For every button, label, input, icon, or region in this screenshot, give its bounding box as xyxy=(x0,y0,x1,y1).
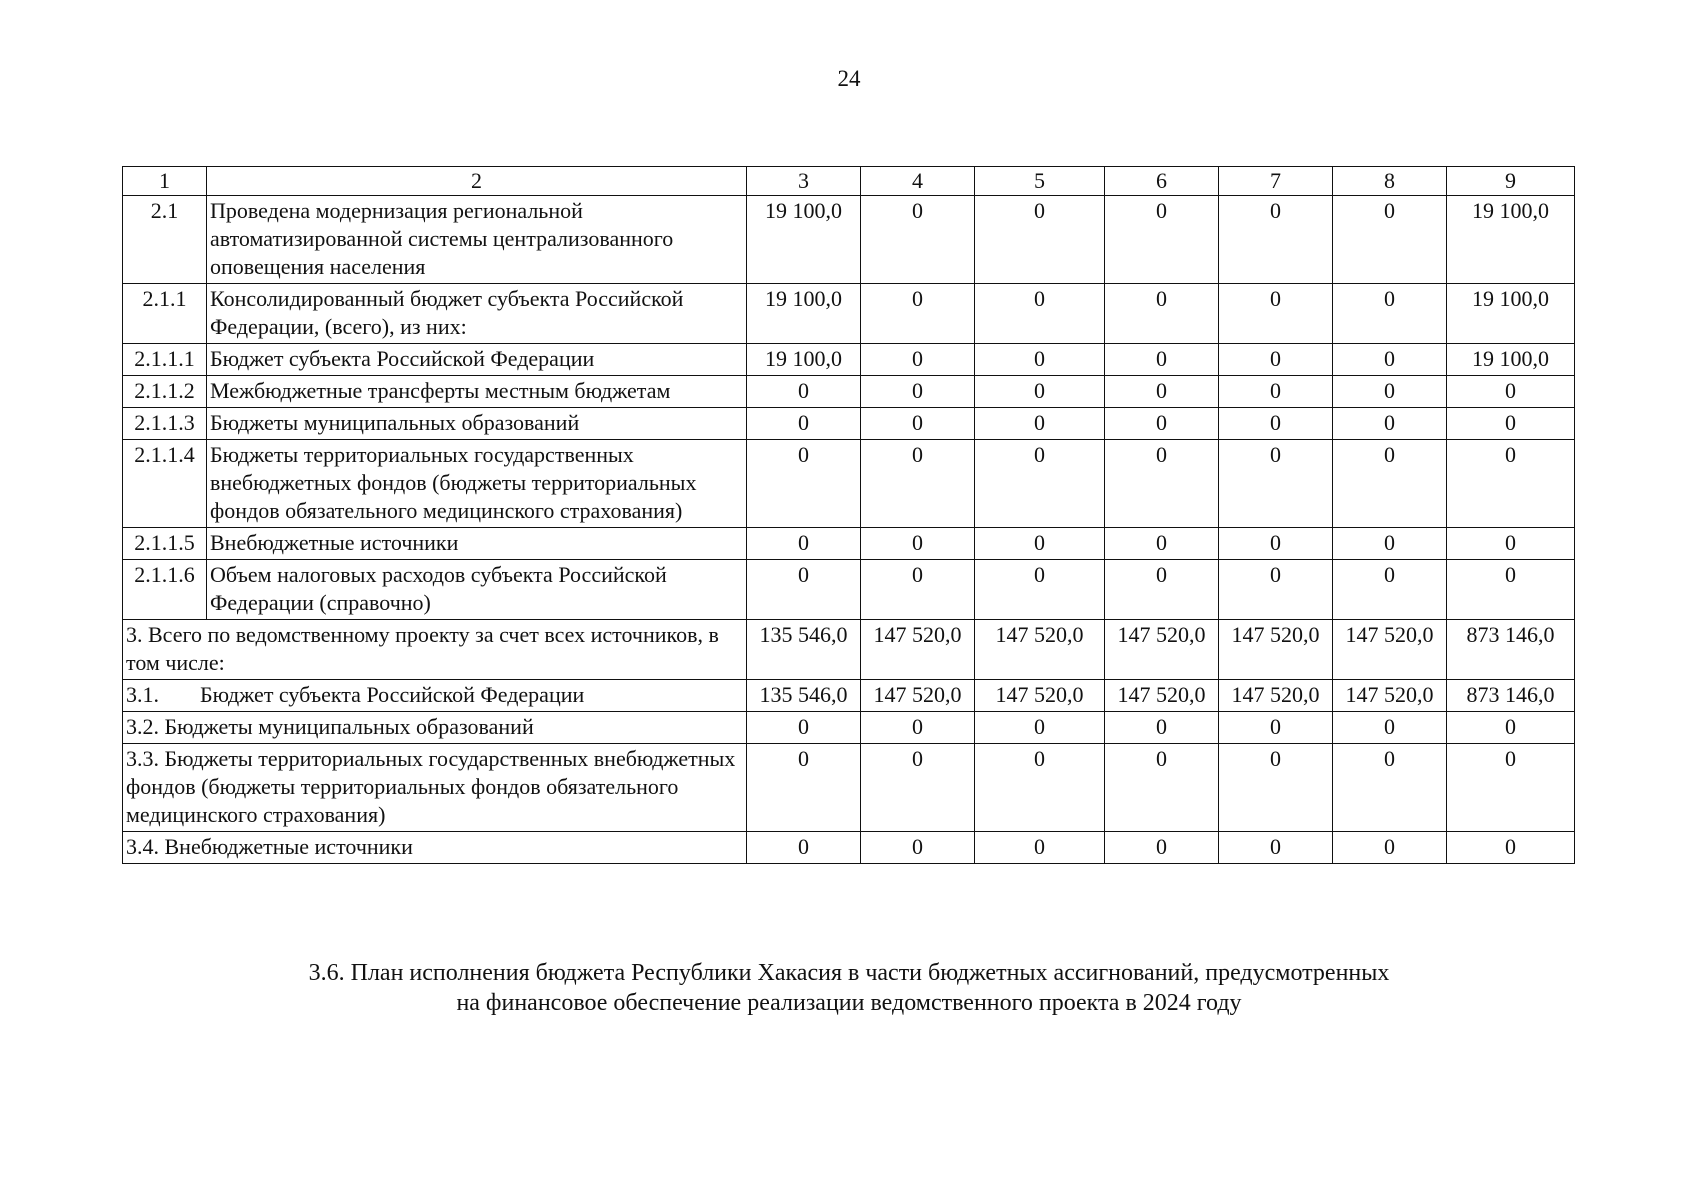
value-cell: 0 xyxy=(747,408,861,440)
value-cell: 147 520,0 xyxy=(861,680,975,712)
header-cell: 9 xyxy=(1447,167,1575,196)
header-cell: 2 xyxy=(207,167,747,196)
summary-row xyxy=(123,832,1575,864)
summary-label-text: 3.3. Бюджеты территориальных государственных внебюджетных фондов (бюджеты территориальных фондов обязательного медицинского страхования) xyxy=(126,746,736,827)
value-cell: 0 xyxy=(1105,376,1219,408)
row-label: Бюджет субъекта Российской Федерации xyxy=(207,344,747,376)
value-cell: 873 146,0 xyxy=(1447,620,1575,680)
value-cell: 0 xyxy=(1219,196,1333,284)
value-cell: 0 xyxy=(1333,344,1447,376)
row-code: 2.1.1 xyxy=(123,284,207,344)
value-cell: 147 520,0 xyxy=(1219,680,1333,712)
value-cell: 0 xyxy=(1219,832,1333,864)
value-cell: 0 xyxy=(861,528,975,560)
value-cell: 0 xyxy=(975,712,1105,744)
value-cell: 0 xyxy=(1333,832,1447,864)
value-cell: 0 xyxy=(1447,376,1575,408)
value-cell: 0 xyxy=(975,744,1105,832)
value-cell: 147 520,0 xyxy=(1333,620,1447,680)
value-cell: 147 520,0 xyxy=(1105,620,1219,680)
value-cell: 0 xyxy=(1333,440,1447,528)
value-cell: 19 100,0 xyxy=(1447,284,1575,344)
value-cell: 147 520,0 xyxy=(975,680,1105,712)
value-cell: 873 146,0 xyxy=(1447,680,1575,712)
summary-label xyxy=(123,744,747,832)
value-cell: 0 xyxy=(861,376,975,408)
row-label: Объем налоговых расходов субъекта Российской Федерации (справочно) xyxy=(207,560,747,620)
row-code: 2.1.1.1 xyxy=(123,344,207,376)
budget-table xyxy=(122,166,1575,864)
value-cell: 0 xyxy=(1333,408,1447,440)
value-cell: 0 xyxy=(1447,528,1575,560)
value-cell: 0 xyxy=(747,560,861,620)
table-row xyxy=(123,284,1575,344)
value-cell: 0 xyxy=(1105,196,1219,284)
summary-label xyxy=(123,680,747,712)
value-cell: 0 xyxy=(1447,744,1575,832)
value-cell: 147 520,0 xyxy=(1105,680,1219,712)
row-label: Проведена модернизация региональной автоматизированной системы централизованного оповещения населения xyxy=(207,196,747,284)
value-cell: 0 xyxy=(975,284,1105,344)
table-row xyxy=(123,344,1575,376)
row-code: 2.1.1.4 xyxy=(123,440,207,528)
summary-row xyxy=(123,744,1575,832)
value-cell: 0 xyxy=(975,344,1105,376)
value-cell: 0 xyxy=(861,440,975,528)
value-cell: 147 520,0 xyxy=(1333,680,1447,712)
value-cell: 0 xyxy=(975,196,1105,284)
value-cell: 19 100,0 xyxy=(1447,344,1575,376)
value-cell: 0 xyxy=(1105,344,1219,376)
summary-prefix: 3.1. xyxy=(126,682,159,707)
row-code: 2.1 xyxy=(123,196,207,284)
summary-label-text: 3.4. Внебюджетные источники xyxy=(126,834,413,859)
table-row xyxy=(123,196,1575,284)
value-cell: 0 xyxy=(1447,440,1575,528)
value-cell: 0 xyxy=(1333,712,1447,744)
value-cell: 0 xyxy=(861,284,975,344)
header-cell: 5 xyxy=(975,167,1105,196)
value-cell: 0 xyxy=(861,560,975,620)
value-cell: 0 xyxy=(1219,560,1333,620)
row-label: Бюджеты территориальных государственных внебюджетных фондов (бюджеты территориальных фондов обязательного медицинского страхования) xyxy=(207,440,747,528)
value-cell: 0 xyxy=(1447,408,1575,440)
value-cell: 0 xyxy=(747,376,861,408)
table-row xyxy=(123,376,1575,408)
summary-row xyxy=(123,680,1575,712)
value-cell: 0 xyxy=(1447,832,1575,864)
value-cell: 0 xyxy=(861,712,975,744)
summary-label-text: 3.2. Бюджеты муниципальных образований xyxy=(126,714,534,739)
value-cell: 0 xyxy=(1333,376,1447,408)
summary-row xyxy=(123,712,1575,744)
value-cell: 0 xyxy=(861,832,975,864)
summary-label xyxy=(123,832,747,864)
value-cell: 0 xyxy=(747,744,861,832)
value-cell: 147 520,0 xyxy=(975,620,1105,680)
value-cell: 0 xyxy=(1105,832,1219,864)
header-cell: 4 xyxy=(861,167,975,196)
row-code: 2.1.1.3 xyxy=(123,408,207,440)
value-cell: 0 xyxy=(1333,560,1447,620)
value-cell: 0 xyxy=(747,712,861,744)
page-number: 24 xyxy=(837,66,861,91)
row-label: Консолидированный бюджет субъекта Российской Федерации, (всего), из них: xyxy=(207,284,747,344)
value-cell: 0 xyxy=(1105,744,1219,832)
row-code: 2.1.1.5 xyxy=(123,528,207,560)
value-cell: 19 100,0 xyxy=(747,196,861,284)
summary-label xyxy=(123,712,747,744)
value-cell: 0 xyxy=(975,440,1105,528)
table-row xyxy=(123,528,1575,560)
value-cell: 0 xyxy=(1105,440,1219,528)
value-cell: 0 xyxy=(1219,528,1333,560)
header-cell: 7 xyxy=(1219,167,1333,196)
value-cell: 0 xyxy=(975,528,1105,560)
value-cell: 147 520,0 xyxy=(861,620,975,680)
value-cell: 0 xyxy=(1333,196,1447,284)
header-cell: 1 xyxy=(123,167,207,196)
value-cell: 0 xyxy=(1333,528,1447,560)
value-cell: 0 xyxy=(861,744,975,832)
value-cell: 0 xyxy=(861,344,975,376)
value-cell: 19 100,0 xyxy=(747,344,861,376)
value-cell: 0 xyxy=(1219,440,1333,528)
value-cell: 0 xyxy=(1105,284,1219,344)
summary-row xyxy=(123,620,1575,680)
caption-line-1: 3.6. План исполнения бюджета Республики Хакасия в части бюджетных ассигнований, предусмотренных xyxy=(308,960,1390,986)
table-row xyxy=(123,440,1575,528)
row-label: Межбюджетные трансферты местным бюджетам xyxy=(207,376,747,408)
value-cell: 19 100,0 xyxy=(1447,196,1575,284)
value-cell: 0 xyxy=(1105,528,1219,560)
value-cell: 0 xyxy=(747,528,861,560)
summary-label-text: 3. Всего по ведомственному проекту за счет всех источников, в том числе: xyxy=(126,622,719,675)
value-cell: 19 100,0 xyxy=(747,284,861,344)
header-cell: 3 xyxy=(747,167,861,196)
value-cell: 0 xyxy=(975,376,1105,408)
row-label: Внебюджетные источники xyxy=(207,528,747,560)
section-caption xyxy=(0,958,1698,1018)
value-cell: 0 xyxy=(1219,284,1333,344)
value-cell: 135 546,0 xyxy=(747,680,861,712)
table-row xyxy=(123,560,1575,620)
row-code: 2.1.1.6 xyxy=(123,560,207,620)
header-row xyxy=(123,167,1575,196)
summary-label-text: Бюджет субъекта Российской Федерации xyxy=(200,682,585,707)
value-cell: 0 xyxy=(975,832,1105,864)
value-cell: 0 xyxy=(747,832,861,864)
value-cell: 0 xyxy=(1105,408,1219,440)
summary-label xyxy=(123,620,747,680)
value-cell: 0 xyxy=(861,196,975,284)
value-cell: 0 xyxy=(747,440,861,528)
value-cell: 0 xyxy=(1219,376,1333,408)
caption-line-2: на финансовое обеспечение реализации ведомственного проекта в 2024 году xyxy=(456,990,1242,1016)
header-cell: 8 xyxy=(1333,167,1447,196)
value-cell: 0 xyxy=(1219,744,1333,832)
value-cell: 0 xyxy=(1105,560,1219,620)
value-cell: 0 xyxy=(1333,284,1447,344)
value-cell: 0 xyxy=(1219,408,1333,440)
table-row xyxy=(123,408,1575,440)
value-cell: 0 xyxy=(1333,744,1447,832)
value-cell: 0 xyxy=(975,560,1105,620)
value-cell: 0 xyxy=(975,408,1105,440)
table-body xyxy=(123,167,1575,864)
value-cell: 147 520,0 xyxy=(1219,620,1333,680)
value-cell: 0 xyxy=(1447,560,1575,620)
row-code: 2.1.1.2 xyxy=(123,376,207,408)
row-label: Бюджеты муниципальных образований xyxy=(207,408,747,440)
value-cell: 0 xyxy=(1219,344,1333,376)
value-cell: 135 546,0 xyxy=(747,620,861,680)
value-cell: 0 xyxy=(1219,712,1333,744)
header-cell: 6 xyxy=(1105,167,1219,196)
value-cell: 0 xyxy=(861,408,975,440)
value-cell: 0 xyxy=(1447,712,1575,744)
value-cell: 0 xyxy=(1105,712,1219,744)
